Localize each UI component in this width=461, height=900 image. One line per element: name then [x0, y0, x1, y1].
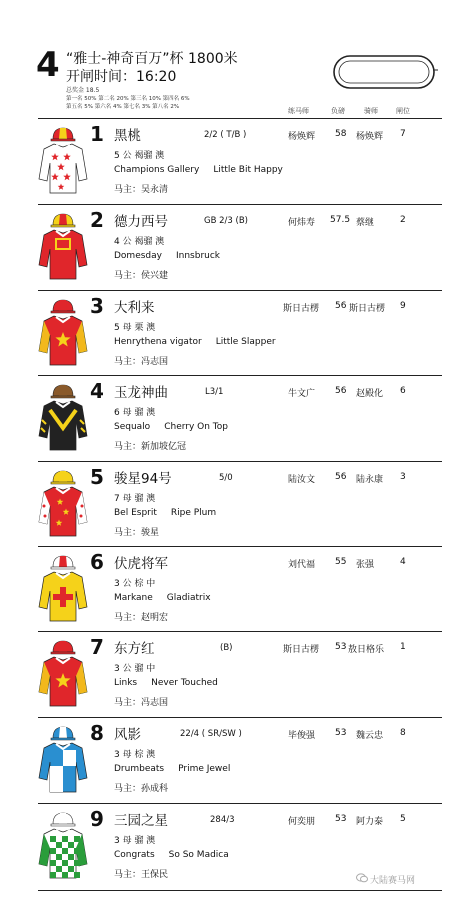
- barrier-draw: 9: [400, 301, 406, 311]
- horse-name: 三园之星: [114, 813, 168, 829]
- saddle-number: 3: [90, 294, 104, 318]
- column-header-draw: 闸位: [396, 107, 410, 115]
- pedigree: [114, 422, 228, 432]
- horse-form-rating: GB 2/3 (B): [204, 216, 248, 226]
- saddle-number: 7: [90, 635, 104, 659]
- runner-row: [38, 546, 442, 632]
- sire-name: Sequalo: [114, 422, 151, 432]
- owner-name: 马主：冯志国: [114, 357, 169, 367]
- horse-form-rating: 2/2 ( T/B ): [204, 130, 247, 140]
- trainer-name: 刘代福: [288, 560, 316, 570]
- sire-name: Markane: [114, 593, 153, 603]
- owner-name: 马主：孙成科: [114, 784, 169, 794]
- horse-name: 东方红: [114, 641, 155, 657]
- saddle-number: 4: [90, 379, 104, 403]
- owner-name: 马主：冯志国: [114, 698, 169, 708]
- dam-name: Innsbruck: [175, 251, 221, 261]
- jockey-name: 阿力泰: [356, 817, 384, 827]
- weight-carried: 53: [335, 814, 347, 824]
- jockey-silks-icon: [38, 295, 88, 371]
- weight-carried: 56: [335, 386, 347, 396]
- runner-row: [38, 204, 442, 290]
- owner-name: 马主：新加坡亿冠: [114, 442, 187, 452]
- race-start-time: 开闸时间：16:20: [66, 69, 177, 85]
- jockey-silks-icon: [38, 551, 88, 627]
- trainer-name: 何奕朋: [288, 817, 316, 827]
- horse-age-sex-color-origin: 5 母 栗 澳: [114, 323, 156, 333]
- horse-name: 大利来: [114, 300, 155, 316]
- saddle-number: 1: [90, 122, 104, 146]
- horse-name: 黑桃: [114, 128, 141, 144]
- owner-name: 马主：赵明宏: [114, 613, 169, 623]
- pedigree: [114, 850, 229, 860]
- saddle-number: 2: [90, 208, 104, 232]
- barrier-draw: 4: [400, 557, 406, 567]
- jockey-name: 蔡继: [356, 218, 375, 228]
- dam-name: So So Madica: [168, 850, 229, 860]
- horse-form-rating: 284/3: [210, 815, 235, 825]
- horse-name: 伏虎将军: [114, 556, 168, 572]
- race-title: “雅士-神奇百万”杯 1800米: [66, 51, 238, 67]
- barrier-draw: 7: [400, 129, 406, 139]
- barrier-draw: 6: [400, 386, 406, 396]
- jockey-name: 杨焕辉: [356, 132, 384, 142]
- jockey-name: 敖日格乐: [348, 645, 385, 655]
- barrier-draw: 3: [400, 472, 406, 482]
- jockey-silks-icon: [38, 380, 88, 456]
- weight-carried: 55: [335, 557, 347, 567]
- pedigree: [114, 593, 211, 603]
- runner-row: [38, 290, 442, 376]
- runner-row: [38, 461, 442, 547]
- horse-age-sex-color-origin: 3 公 棕 中: [114, 579, 156, 589]
- watermark-text: 大陆赛马网: [370, 876, 416, 886]
- trainer-name: 何炜寿: [288, 218, 316, 228]
- saddle-number: 8: [90, 721, 104, 745]
- horse-age-sex-color-origin: 3 公 骝 中: [114, 664, 156, 674]
- horse-form-rating: (B): [220, 643, 233, 653]
- owner-name: 马主：吴永清: [114, 185, 169, 195]
- dam-name: Little Slapper: [215, 337, 276, 347]
- horse-name: 德力西号: [114, 214, 168, 230]
- runner-row: [38, 631, 442, 717]
- jockey-silks-icon: [38, 209, 88, 285]
- pedigree: [114, 251, 220, 261]
- jockey-silks-icon: [38, 636, 88, 712]
- horse-age-sex-color-origin: 3 母 棕 澳: [114, 750, 156, 760]
- column-header-jockey: 骑师: [364, 107, 378, 115]
- barrier-draw: 2: [400, 215, 406, 225]
- pedigree: [114, 508, 216, 518]
- horse-name: 风影: [114, 727, 141, 743]
- prize-breakdown-1: 第一名 50% 第二名 20% 第三名 10% 第四名 6%: [66, 96, 190, 102]
- trainer-name: 斯日古楞: [283, 304, 320, 314]
- prize-breakdown-2: 第五名 5% 第六名 4% 第七名 3% 第八名 2%: [66, 104, 180, 110]
- pedigree: [114, 337, 276, 347]
- trainer-name: 牛文广: [288, 389, 316, 399]
- wechat-icon: [356, 873, 368, 883]
- race-header: [0, 0, 461, 118]
- prize-total: 总奖金 18.5: [66, 87, 100, 94]
- saddle-number: 6: [90, 550, 104, 574]
- horse-age-sex-color-origin: 3 母 骝 澳: [114, 836, 156, 846]
- dam-name: Gladiatrix: [166, 593, 211, 603]
- horse-form-rating: 22/4 ( SR/SW ): [180, 729, 242, 739]
- weight-carried: 53: [335, 728, 347, 738]
- jockey-silks-icon: [38, 466, 88, 542]
- horse-age-sex-color-origin: 7 母 骝 澳: [114, 494, 156, 504]
- horse-age-sex-color-origin: 5 公 褐骝 澳: [114, 151, 165, 161]
- bottom-divider: [38, 890, 442, 891]
- weight-carried: 56: [335, 472, 347, 482]
- horse-form-rating: 5/0: [219, 473, 233, 483]
- column-header-weight: 负磅: [331, 107, 345, 115]
- sire-name: Bel Esprit: [114, 508, 157, 518]
- pedigree: [114, 678, 218, 688]
- barrier-draw: 5: [400, 814, 406, 824]
- dam-name: Ripe Plum: [170, 508, 217, 518]
- jockey-name: 赵殿化: [356, 389, 384, 399]
- pedigree: [114, 764, 230, 774]
- sire-name: Domesday: [114, 251, 162, 261]
- jockey-silks-icon: [38, 808, 88, 884]
- jockey-name: 斯日古楞: [349, 304, 386, 314]
- jockey-name: 陆永康: [356, 475, 384, 485]
- weight-carried: 56: [335, 301, 347, 311]
- trainer-name: 陆汝文: [288, 475, 316, 485]
- horse-form-rating: L3/1: [205, 387, 224, 397]
- weight-carried: 57.5: [330, 215, 351, 225]
- jockey-silks-icon: [38, 123, 88, 199]
- dam-name: Prime Jewel: [178, 764, 231, 774]
- horse-name: 骏星94号: [114, 471, 172, 487]
- track-diagram-icon: [330, 52, 438, 92]
- runner-row: [38, 375, 442, 461]
- trainer-name: 斯日古楞: [283, 645, 320, 655]
- trainer-name: 杨焕辉: [288, 132, 316, 142]
- saddle-number: 9: [90, 807, 104, 831]
- runner-row: [38, 118, 442, 204]
- barrier-draw: 8: [400, 728, 406, 738]
- owner-name: 马主：骏星: [114, 528, 160, 538]
- sire-name: Congrats: [114, 850, 155, 860]
- jockey-silks-icon: [38, 722, 88, 798]
- race-number: 4: [36, 45, 60, 85]
- saddle-number: 5: [90, 465, 104, 489]
- horse-age-sex-color-origin: 6 母 骝 澳: [114, 408, 156, 418]
- weight-carried: 58: [335, 129, 347, 139]
- pedigree: [114, 165, 283, 175]
- sire-name: Henrythena vigator: [114, 337, 202, 347]
- owner-name: 马主：侯兴建: [114, 271, 169, 281]
- sire-name: Drumbeats: [114, 764, 165, 774]
- runner-row: [38, 717, 442, 803]
- jockey-name: 张强: [356, 560, 375, 570]
- jockey-name: 魏云忠: [356, 731, 384, 741]
- horse-name: 玉龙神曲: [114, 385, 168, 401]
- dam-name: Never Touched: [151, 678, 218, 688]
- sire-name: Champions Gallery: [114, 165, 200, 175]
- trainer-name: 毕俊强: [288, 731, 316, 741]
- barrier-draw: 1: [400, 642, 406, 652]
- weight-carried: 53: [335, 642, 347, 652]
- sire-name: Links: [114, 678, 138, 688]
- dam-name: Little Bit Happy: [213, 165, 283, 175]
- dam-name: Cherry On Top: [164, 422, 228, 432]
- horse-age-sex-color-origin: 4 公 褐骝 澳: [114, 237, 165, 247]
- column-header-trainer: 练马师: [288, 107, 309, 115]
- owner-name: 马主：王保民: [114, 870, 169, 880]
